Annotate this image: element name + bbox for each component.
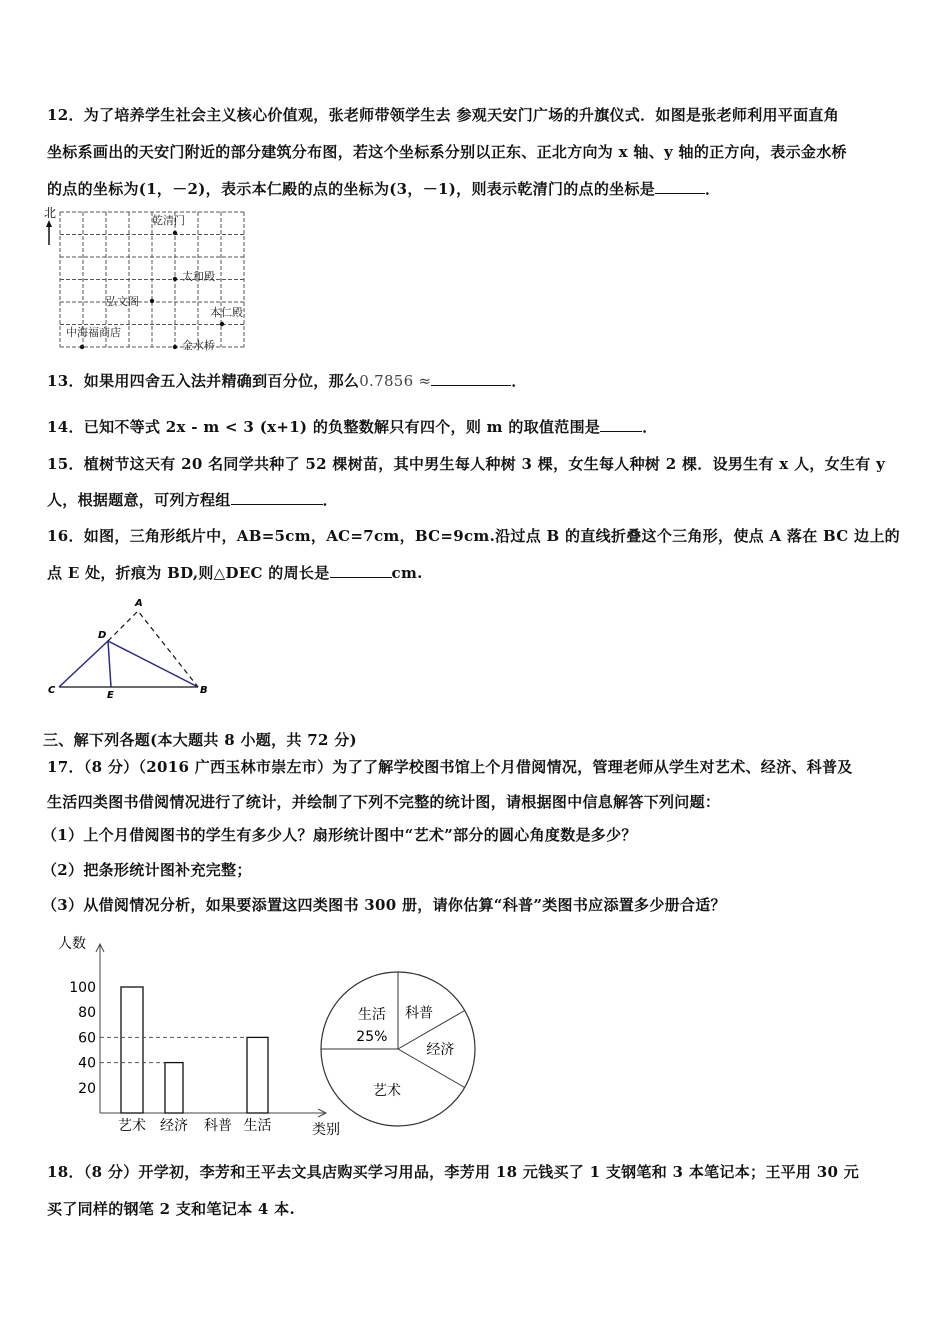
q15-text: 人，根据题意，可列方程组: [47, 491, 231, 509]
y-tick-label: 60: [78, 1030, 96, 1047]
q12-text: 的点的坐标为(1，－2)，表示本仁殿的点的坐标为(3，－1)，则表示乾清门的点的坐标是: [47, 180, 656, 198]
y-tick-label: 20: [78, 1080, 96, 1097]
bar: [247, 1037, 268, 1113]
pie-slice-label: 生活: [357, 1006, 386, 1023]
pie-slice-label: 经济: [426, 1042, 455, 1058]
q17-part1: （1）上个月借阅图书的学生有多少人？扇形统计图中“艺术”部分的圆心角度数是多少？: [42, 826, 637, 844]
label-e: E: [107, 690, 114, 700]
y-tick-label: 100: [69, 980, 96, 996]
q18-line1: 18．（8 分）开学初，李芳和王平去文具店购买学习用品，李芳用 18 元钱买了 1 支钢笔和 3 本笔记本；王平用 30 元: [47, 1163, 860, 1181]
label-b: B: [200, 685, 208, 696]
label-a: A: [135, 598, 143, 609]
x-tick-label: 经济: [160, 1118, 188, 1134]
map-point-label: 本仁殿: [210, 306, 243, 319]
x-tick-label: 生活: [243, 1118, 272, 1134]
q17-part2: （2）把条形统计图补充完整；: [42, 861, 252, 879]
label-c: C: [48, 685, 56, 696]
map-point-label: 金水桥: [182, 339, 215, 352]
x-axis-label: 类别: [312, 1122, 340, 1138]
q16-text: 点 E 处，折痕为 BD,则△DEC 的周长是: [47, 564, 330, 582]
q16-line1: 16．如图，三角形纸片中，AB=5cm，AC=7cm，BC=9cm.沿过点 B 的直线折叠这个三角形，使点 A 落在 BC 边上的: [47, 527, 900, 545]
q12-line2: 坐标系画出的天安门附近的部分建筑分布图，若这个坐标系分别以正东、正北方向为 x 轴、y 轴的正方向，表示金水桥: [47, 143, 847, 161]
q17-line1: 17．（8 分）（2016 广西玉林市崇左市）为了了解学校图书馆上个月借阅情况，管理老师从学生对艺术、经济、科普及: [47, 758, 853, 776]
north-label: 北: [44, 206, 57, 220]
label-d: D: [98, 630, 107, 641]
q17-line2: 生活四类图书借阅情况进行了统计，并绘制了下列不完整的统计图，请根据图中信息解答下列问题：: [47, 793, 721, 811]
q17-part3: （3）从借阅情况分析，如果要添置这四类图书 300 册，请你估算“科普”类图书应添置多少册合适？: [42, 896, 726, 914]
x-tick-label: 艺术: [118, 1118, 146, 1134]
x-tick-label: 科普: [204, 1118, 232, 1134]
q13-end: ．: [511, 372, 527, 390]
map-point-label: 乾清门: [152, 214, 185, 227]
q15-end: ．: [322, 491, 338, 509]
section-3-heading: 三、解下列各题(本大题共 8 小题，共 72 分): [43, 731, 357, 749]
pie-slice-label: 科普: [405, 1005, 434, 1022]
pie-slice-label: 艺术: [373, 1082, 402, 1099]
y-axis-label: 人数: [58, 936, 86, 952]
map-point-label: 中海福商店: [66, 326, 121, 339]
map-point-label: 太和殿: [182, 270, 215, 283]
y-tick-label: 80: [78, 1005, 96, 1022]
q18-line2: 买了同样的钢笔 2 支和笔记本 4 本.: [47, 1200, 295, 1218]
map-point-label: 弘文阁: [106, 295, 139, 308]
q12-end: ．: [705, 180, 721, 198]
pie-slice-percent: 25%: [356, 1028, 388, 1045]
q14-end: ．: [642, 418, 658, 436]
q12-line1: 12．为了培养学生社会主义核心价值观，张老师带领学生去 参观天安门广场的升旗仪式．如图是张老师利用平面直角: [47, 106, 840, 124]
bar: [121, 987, 143, 1113]
q13-value: 0.7856 ≈: [359, 372, 432, 390]
q16-end: cm.: [391, 564, 423, 582]
q15-line1: 15．植树节这天有 20 名同学共种了 52 棵树苗，其中男生每人种树 3 棵，女生每人种树 2 棵．设男生有 x 人，女生有 y: [47, 455, 886, 473]
bar: [165, 1063, 183, 1113]
y-tick-label: 40: [78, 1055, 96, 1072]
q13-text: 13．如果用四舍五入法并精确到百分位，那么: [47, 372, 360, 390]
q14-text: 14．已知不等式 2x - m < 3 (x+1) 的负整数解只有四个，则 m 的取值范围是: [47, 418, 601, 436]
